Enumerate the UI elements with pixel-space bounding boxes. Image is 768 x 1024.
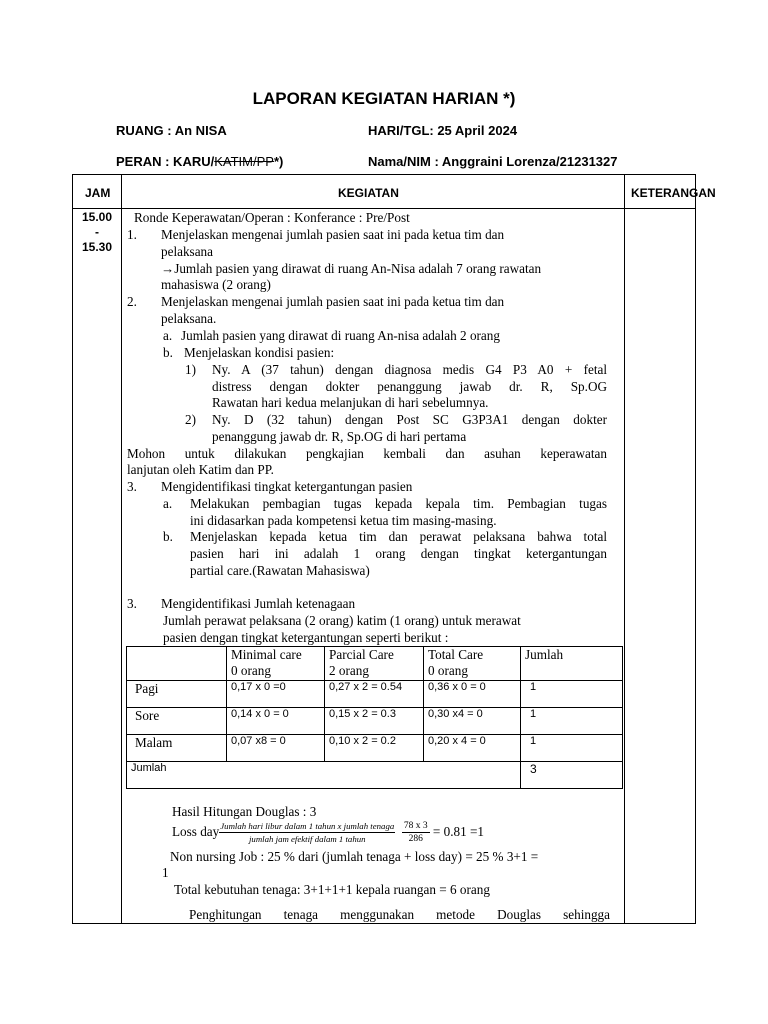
penghitungan-line: Penghitungan tenaga menggunakan metode Douglas sehingga [189, 907, 610, 922]
item-1-number: 1. [127, 227, 137, 242]
divider-keterangan [624, 175, 625, 923]
item-4-number: 3. [127, 596, 137, 611]
time-end: 15.30 [81, 240, 113, 254]
care-header-empty [127, 647, 227, 681]
item-2a-label: a. [163, 328, 173, 343]
care-row-pagi [127, 681, 623, 708]
patient-2-label: 2) [185, 412, 196, 427]
mohon-line-2: lanjutan oleh Katim dan PP. [127, 462, 274, 477]
care-row-sore [127, 708, 623, 735]
item-1-line-1: Menjelaskan mengenai jumlah pasien saat ini pada ketua tim dan [161, 227, 505, 242]
item-3-text: Mengidentifikasi tingkat ketergantungan pasien [161, 479, 413, 494]
mohon-line-1: Mohon untuk dilakukan pengkajian kembali dan asuhan keperawatan [127, 446, 607, 461]
care-cell-parcial: 0,10 x 2 = 0.2 [325, 735, 424, 762]
item-3a-line-2: ini didasarkan pada kompetensi ketua tim masing-masing. [190, 513, 497, 528]
report-title: LAPORAN KEGIATAN HARIAN *) [252, 89, 516, 108]
care-header-jumlah: Jumlah [521, 647, 623, 681]
item-2-number: 2. [127, 294, 137, 309]
care-cell-total: 0,36 x 0 = 0 [424, 681, 521, 708]
patient-1-line-2: distress dengan dokter penanggung jawab dr. R, Sp.OG [212, 379, 607, 394]
header-row-divider [73, 208, 695, 209]
loss-day-formula [172, 819, 484, 845]
peran-suffix: *) [273, 154, 284, 169]
item-3b-line-3: partial care.(Rawatan Mahasiswa) [190, 563, 370, 578]
nama-nim-label: Nama/NIM : Anggraini Lorenza/21231327 [368, 154, 618, 169]
item-3-number: 3. [127, 479, 137, 494]
item-2b-text: Menjelaskan kondisi pasien: [184, 345, 335, 360]
care-header-parcial: Parcial Care 2 orang [325, 647, 424, 681]
patient-1-line-3: Rawatan hari kedua melanjukan di hari sebelumnya. [212, 395, 489, 410]
column-header-kegiatan: KEGIATAN [338, 186, 399, 200]
item-1-line-3: →Jumlah pasien yang dirawat di ruang An-Nisa adalah 7 orang rawatan [161, 261, 542, 276]
care-cell-minimal: 0,14 x 0 = 0 [227, 708, 325, 735]
activity-table [72, 174, 716, 924]
care-cell-total: 0,20 x 4 = 0 [424, 735, 521, 762]
item-3b-line-1: Menjelaskan kepada ketua tim dan perawat pelaksana bahwa total [190, 529, 607, 544]
care-row-label: Sore [127, 708, 227, 735]
care-cell-jumlah: 1 [521, 708, 623, 735]
loss-day-label: Loss day [172, 824, 220, 839]
peran-struck-text: KATIM/PP [214, 154, 274, 169]
patient-1-label: 1) [185, 362, 196, 377]
care-header-total: Total Care 0 orang [424, 647, 521, 681]
care-cell-jumlah: 1 [521, 735, 623, 762]
care-cell-minimal: 0,17 x 0 =0 [227, 681, 325, 708]
ruang-label: RUANG : An NISA [116, 123, 227, 138]
loss-day-result: = 0.81 =1 [432, 824, 485, 839]
peran-prefix: PERAN : KARU/ [116, 154, 215, 169]
patient-1-line-1: Ny. A (37 tahun) dengan diagnosa medis G4 P3 A0 + fetal [212, 362, 607, 377]
care-table-header-row [127, 647, 623, 681]
non-nursing-line-2: 1 [162, 865, 169, 880]
kegiatan-intro: Ronde Keperawatan/Operan : Konferance : Pre/Post [134, 210, 410, 225]
item-4-line-2: pasien dengan tingkat ketergantungan seperti berikut : [163, 630, 449, 645]
care-total-label: Jumlah [127, 762, 521, 789]
total-kebutuhan: Total kebutuhan tenaga: 3+1+1+1 kepala ruangan = 6 orang [174, 882, 490, 897]
care-cell-jumlah: 1 [521, 681, 623, 708]
item-2b-label: b. [163, 345, 173, 360]
item-2-line-2: pelaksana. [161, 311, 217, 326]
item-2a-text: Jumlah pasien yang dirawat di ruang An-nisa adalah 2 orang [181, 328, 500, 343]
care-level-table [126, 646, 623, 789]
care-cell-parcial: 0,15 x 2 = 0.3 [325, 708, 424, 735]
hari-tanggal-label: HARI/TGL: 25 April 2024 [368, 123, 518, 138]
divider-jam [121, 175, 122, 923]
patient-2-line-2: penanggung jawab dr. R, Sp.OG di hari pertama [212, 429, 467, 444]
care-header-minimal: Minimal care 0 orang [227, 647, 325, 681]
item-4-line-1: Jumlah perawat pelaksana (2 orang) katim (1 orang) untuk merawat [163, 613, 521, 628]
care-row-malam [127, 735, 623, 762]
item-3a-line-1: Melakukan pembagian tugas kepada kepala tim. Pembagian tugas [190, 496, 607, 511]
care-cell-minimal: 0,07 x8 = 0 [227, 735, 325, 762]
non-nursing-line-1: Non nursing Job : 25 % dari (jumlah tenaga + loss day) = 25 % 3+1 = [170, 849, 539, 864]
item-2-line-1: Menjelaskan mengenai jumlah pasien saat ini pada ketua tim dan [161, 294, 505, 309]
douglas-result: Hasil Hitungan Douglas : 3 [172, 804, 317, 819]
item-1-line-2: pelaksana [161, 244, 213, 259]
time-dash: - [95, 225, 99, 239]
item-3b-label: b. [163, 529, 173, 544]
item-3a-label: a. [163, 496, 173, 511]
loss-day-fraction: $\frac{\text{Jumlah hari libur dalam 1 tahun x jumlah tenaga}}{\text{jumlah jam efektif dalam 1 tahun}}$ [220, 821, 395, 845]
care-row-label: Malam [127, 735, 227, 762]
care-total-value: 3 [521, 762, 623, 789]
care-cell-total: 0,30 x4 = 0 [424, 708, 521, 735]
item-4-text: Mengidentifikasi Jumlah ketenagaan [161, 596, 356, 611]
care-row-total [127, 762, 623, 789]
column-header-keterangan: KETERANGAN [631, 186, 716, 200]
column-header-jam: JAM [85, 186, 111, 200]
time-start: 15.00 [81, 210, 113, 224]
care-row-label: Pagi [127, 681, 227, 708]
loss-day-fraction-values: $\frac{78 x 3}{286}$ [403, 821, 428, 845]
item-3b-line-2: pasien hari ini adalah 1 orang dengan tingkat ketergantungan [190, 546, 607, 561]
patient-2-line-1: Ny. D (32 tahun) dengan Post SC G3P3A1 dengan dokter [212, 412, 607, 427]
item-1-line-4: mahasiswa (2 orang) [161, 277, 271, 292]
care-cell-parcial: 0,27 x 2 = 0.54 [325, 681, 424, 708]
peran-label [116, 154, 283, 169]
